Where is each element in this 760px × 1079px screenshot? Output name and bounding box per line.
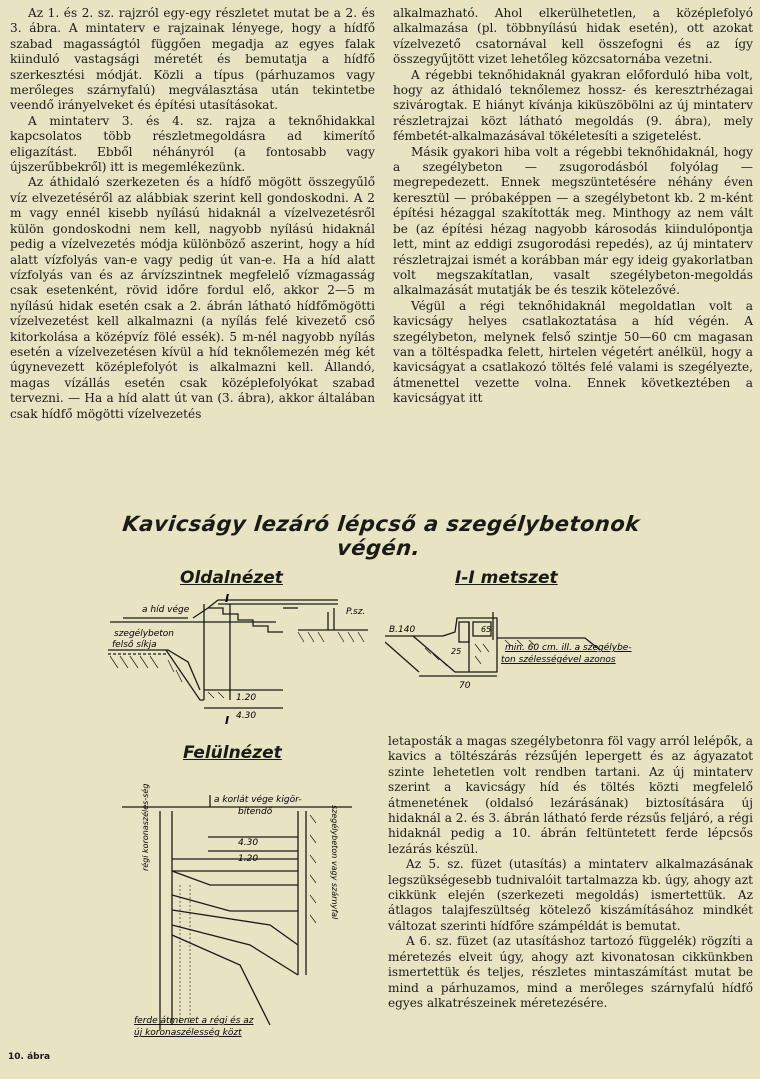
paragraph: alkalmazható. Ahol elkerülhetetlen, a középlefolyó alkalmazása (pl. többnyílású hidak esetén), ott azokat vízelvezető csatornával kell összefogni és az így összegyűjtött vizet lehetőleg közcsatornába vezetni.	[393, 6, 753, 67]
side-section-mark: I	[225, 592, 230, 605]
top-regi-koronaszel: régi koronaszéles-ség	[141, 783, 150, 871]
section-note-line2: ton szélességével azonos	[501, 655, 616, 665]
left-column	[10, 6, 375, 422]
side-view-label: Oldalnézet	[180, 568, 283, 588]
top-korlat-line2: bítendő	[238, 807, 273, 817]
figure-title-line: végén.	[335, 536, 422, 560]
top-ferde-line2: új koronaszélesség közt	[134, 1028, 242, 1038]
top-view-label: Felülnézet	[183, 743, 282, 763]
side-felso-sikja: felső síkja	[112, 640, 157, 650]
section-b140: B.140	[389, 625, 416, 635]
figure-title-line: Kavicságy lezáró lépcső a szegélybetonok	[121, 512, 642, 536]
top-view-drawing	[120, 775, 380, 1045]
side-section-mark: I	[225, 714, 230, 727]
paragraph: Az áthidaló szerkezeten és a hídfő mögött összegyűlő víz elvezetéséről az alábbiak szerint kell gondoskodni. A 2 m vagy ennél kisebb nyílású hidaknál a vízelvezetésről külön gondoskodni nem kell, nagyobb nyílású hidaknál pedig a vízelvezetés módja különböző aszerint, hogy a híd alatt vízfolyás van-e vagy pedig út van-e. Ha a híd alatt vízfolyás van és az árvízszintnek megfelelő vízmagasság csak esetenként, rövid időre fordul elő, akkor 2—5 m nyílású hidak esetén csak a 2. ábrán látható hídfőmögötti vízelvezetést kell alkalmazni (a nyílás felé kivezető cső kitorkolása a középvíz fölé essék). 5 m-nél nagyobb nyílás esetén a vízelvezetésen kívül a híd teknőlemezén még két úgynevezett középlefolyót is alkalmazni kell. Állandó, magas vízállás esetén csak középlefolyókat szabad tervezni. — Ha a híd alatt út van (3. ábra), akkor általában csak hídfő mögötti vízelvezetés	[10, 175, 375, 421]
side-view-drawing	[108, 590, 378, 730]
right-column	[393, 6, 753, 407]
paragraph: Végül a régi teknőhidaknál megoldatlan volt a kavicságy helyes csatlakoztatása a híd végén. A szegélybeton, melynek felső szintje 50—60 cm magasan van a töltéspadka felett, hirtelen végetért anélkül, hogy a kavicságyat a csatlakozó töltés felé valami is szegélyezte, átmenettel vezette volna. Ennek következtében a kavicságyat itt	[393, 298, 753, 406]
section-d70: 70	[459, 681, 471, 691]
bottom-right-column	[388, 734, 753, 1011]
side-psz: P.sz.	[346, 607, 366, 617]
section-d25: 25	[451, 647, 462, 656]
section-label: I-I metszet	[455, 568, 558, 588]
paragraph: Az 5. sz. füzet (utasítás) a mintaterv alkalmazásának legszükségesebb tudnivalóit tartalmazza kb. úgy, ahogy azt cikkünk elején (szerkezeti megoldás) ismertettük. Az átlagos talajfeszültség kötelező kiszámításához mindkét változat szerinti hídfőre számpéldát is bemutat.	[388, 857, 753, 933]
side-dim-430: 4.30	[236, 711, 257, 721]
side-dim-120: 1.20	[236, 693, 257, 703]
figure-title	[97, 512, 662, 560]
section-d65: 65	[481, 625, 492, 634]
top-szegely-label: szegélybeton vagy szárnyfal	[330, 805, 339, 920]
paragraph: letaposták a magas szegélybetonra föl vagy arról lelépők, a kavics a töltészárás rézsűjén lepergett és az ágyazatot szinte lehetetlen volt rendben tartani. Az új mintaterv szerint a kavicságy híd és töltés közti megfelelő átmenetének (oldalsó lezárásának) biztosítására új hidaknál a 2. és 3. ábrán látható ferde rézsűs feljáró, a régi hidaknál pedig a 10. ábrán feltüntetett ferde lépcsős lezárás készül.	[388, 734, 753, 856]
top-ferde-line1: ferde átmenet a régi és az	[134, 1016, 254, 1026]
section-note-line1: min. 60 cm. ill. a szegélybe-	[505, 643, 632, 653]
figure-caption: 10. ábra	[8, 1052, 51, 1062]
paragraph: Másik gyakori hiba volt a régebbi teknőhidaknál, hogy a szegélybeton — zsugorodásból folyólag — megrepedezett. Ennek megszüntetésére néhány éven keresztül — próbaképpen — a szegélybetont kb. 2 m-ként építési hézaggal szakították meg. Minthogy az nem vált be (az építési hézag nagyobb károsodás kiindulópontja lett, mint az eddigi zsugorodási repedés), az új mintaterv részletrajzai ismét a korábban már egy ideig gyakorlatban volt megszakítatlan, vasalt szegélybeton-megoldás alkalmazását mutatják be és teszik kötelezővé.	[393, 144, 753, 298]
paragraph: A régebbi teknőhidaknál gyakran előforduló hiba volt, hogy az áthidaló teknőlemez hossz- és keresztrhézagai szivárogtak. E hiányt kívánja kiküszöbölni az új mintaterv részletrajzai közt látható megoldás (9. ábra), mely fémbetét-alkalmazásával tökéletesíti a szigetelést.	[393, 67, 753, 144]
top-dim-120: 1.20	[238, 854, 259, 864]
side-hid-vege: a híd vége	[142, 605, 190, 615]
paragraph: A mintaterv 3. és 4. sz. rajza a teknőhidakkal kapcsolatos több részletmegoldásra ad kimerítő eligazítást. Ebből néhányról (a fontosabb vagy újszerűbbekről) itt is megemlékezünk.	[10, 113, 375, 175]
paragraph: A 6. sz. füzet (az utasításhoz tartozó függelék) rögzíti a méretezés elveit úgy, ahogy azt kivonatosan cikkünkben ismertettük és teljes, részletes mintaszámítást mutat be mind a párhuzamos, mind a merőleges szárnyfalú hídfő egyes alkatrészeinek méretezésére.	[388, 934, 753, 1010]
section-drawing	[385, 592, 755, 704]
side-szegelybeton: szegélybeton	[114, 629, 175, 639]
paragraph: Az 1. és 2. sz. rajzról egy-egy részletet mutat be a 2. és 3. ábra. A mintaterv e rajzainak lényege, hogy a hídfő szabad magasságtól függően megadja az egyes falak kiinduló vastagsági méretét és bemutatja a hídfő szerkesztési módját. Közli a típus (párhuzamos vagy merőleges szárnyfalú) megválasztása után tekintetbe veendő irányelveket és építési utasításokat.	[10, 6, 375, 113]
top-korlat-line1: a korlát vége kigör-	[214, 795, 302, 805]
top-dim-430: 4.30	[238, 838, 259, 848]
